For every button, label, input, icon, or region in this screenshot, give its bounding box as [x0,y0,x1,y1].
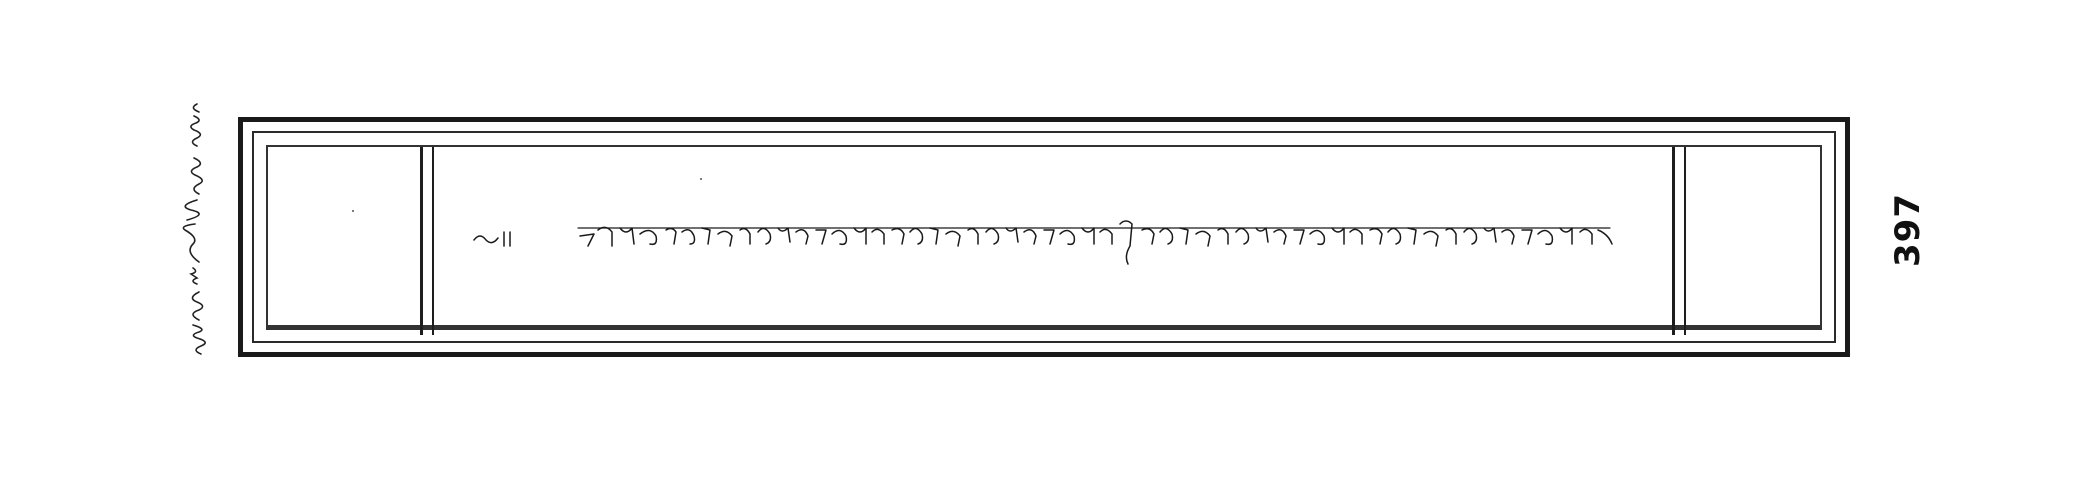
tibetan-title-line [470,210,1650,280]
folio-number: 397 [1888,193,1928,267]
margin-annotation [175,100,215,360]
left-divider-outer [420,147,423,335]
right-divider-inner [1684,147,1686,335]
paper-speck [700,178,702,180]
paper-speck [352,210,354,212]
right-divider-outer [1672,147,1675,335]
left-divider-inner [432,147,434,335]
